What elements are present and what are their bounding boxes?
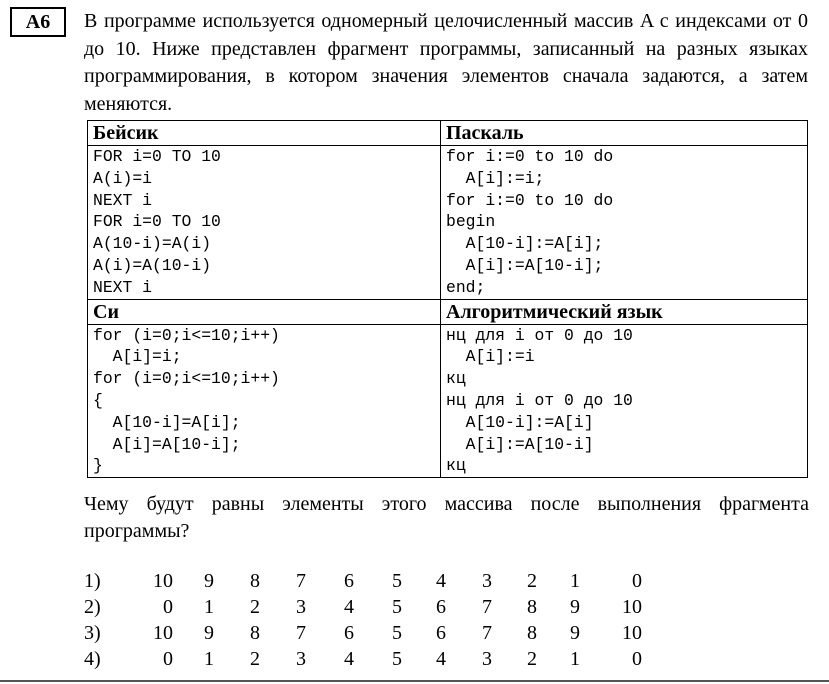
answer-value: 3: [482, 570, 492, 592]
algo-header: Алгоритмический язык: [441, 299, 808, 324]
task-intro-text: В программе используется одномерный целочисленный массив A с индексами от 0 до 10. Ниже представлен фрагмент программы, записанный на разных языках программирования, в котором значения элементов сначала задаются, а затем меняются.: [84, 10, 808, 115]
answer-value: 8: [250, 622, 260, 644]
answer-number: 1): [84, 570, 101, 592]
answer-value: 2: [527, 570, 537, 592]
answer-value: 5: [392, 570, 402, 592]
answer-value: 2: [250, 596, 260, 618]
answer-value: 10: [153, 622, 173, 644]
code-line: A[10-i]:=A[i]: [446, 412, 594, 432]
answer-value: 1: [570, 648, 580, 670]
answer-value: 5: [392, 622, 402, 644]
algo-code: [441, 324, 808, 478]
answer-option-2: [84, 594, 684, 620]
pascal-code: [441, 146, 808, 300]
answer-value: 8: [527, 622, 537, 644]
answer-value: 4: [436, 570, 446, 592]
code-line: FOR i=0 TO 10: [93, 212, 221, 232]
answer-number: 4): [84, 648, 101, 670]
answer-value: 5: [392, 648, 402, 670]
code-line: A[i]:=i: [446, 347, 535, 367]
answer-value: 9: [570, 622, 580, 644]
code-line: A[i]=i;: [93, 347, 182, 367]
answer-value: 8: [527, 596, 537, 618]
code-table: [87, 120, 808, 478]
pascal-header: Паскаль: [441, 121, 808, 146]
answer-value: 6: [344, 622, 354, 644]
code-line: {: [93, 390, 103, 410]
code-line: A(10-i)=A(i): [93, 234, 212, 254]
code-line: кц: [446, 369, 466, 389]
answer-value: 9: [204, 570, 214, 592]
answer-value: 6: [344, 570, 354, 592]
answer-options: [84, 568, 684, 672]
answer-value: 10: [153, 570, 173, 592]
answer-value: 1: [204, 596, 214, 618]
answer-value: 6: [436, 622, 446, 644]
c-code: [88, 324, 441, 478]
answer-number: 3): [84, 622, 101, 644]
answer-value: 0: [163, 596, 173, 618]
code-line: A(i)=A(10-i): [93, 255, 212, 275]
code-line: A[i]=A[10-i];: [93, 434, 241, 454]
code-line: for (i=0;i<=10;i++): [93, 369, 280, 389]
code-line: for i:=0 to 10 do: [446, 190, 614, 210]
answer-value: 6: [436, 596, 446, 618]
task-number-label: А6: [10, 7, 66, 37]
answer-value: 1: [204, 648, 214, 670]
answer-value: 7: [482, 596, 492, 618]
page-bottom-divider: [0, 680, 829, 682]
basic-header: Бейсик: [88, 121, 441, 146]
answer-value: 4: [344, 648, 354, 670]
question-text: Чему будут равны элементы этого массива после выполнения фрагмента программы?: [84, 493, 809, 542]
answer-value: 9: [570, 596, 580, 618]
code-line: end;: [446, 277, 486, 297]
code-line: A[i]:=A[10-i];: [446, 255, 604, 275]
answer-value: 9: [204, 622, 214, 644]
answer-value: 7: [482, 622, 492, 644]
answer-value: 10: [622, 596, 642, 618]
code-line: A[i]:=A[10-i]: [446, 434, 594, 454]
answer-value: 4: [436, 648, 446, 670]
answer-option-3: [84, 620, 684, 646]
code-line: for (i=0;i<=10;i++): [93, 325, 280, 345]
answer-value: 0: [163, 648, 173, 670]
code-line: }: [93, 456, 103, 476]
answer-value: 2: [527, 648, 537, 670]
code-line: for i:=0 to 10 do: [446, 147, 614, 166]
answer-value: 7: [296, 570, 306, 592]
answer-value: 8: [250, 570, 260, 592]
code-line: A[i]:=i;: [446, 168, 545, 188]
answer-number: 2): [84, 596, 101, 618]
answer-value: 0: [632, 570, 642, 592]
code-line: нц для i от 0 до 10: [446, 390, 633, 410]
code-line: нц для i от 0 до 10: [446, 325, 633, 345]
basic-code: [88, 146, 441, 300]
code-line: FOR i=0 TO 10: [93, 147, 221, 166]
c-header: Си: [88, 299, 441, 324]
code-line: A[10-i]=A[i];: [93, 412, 241, 432]
answer-value: 5: [392, 596, 402, 618]
code-line: NEXT i: [93, 277, 153, 297]
answer-value: 3: [296, 596, 306, 618]
code-line: A(i)=i: [93, 168, 153, 188]
answer-option-4: [84, 646, 684, 672]
answer-value: 3: [482, 648, 492, 670]
answer-value: 7: [296, 622, 306, 644]
code-line: NEXT i: [93, 190, 153, 210]
answer-value: 3: [296, 648, 306, 670]
code-line: A[10-i]:=A[i];: [446, 234, 604, 254]
answer-value: 10: [622, 622, 642, 644]
code-line: кц: [446, 456, 466, 476]
answer-value: 1: [570, 570, 580, 592]
answer-value: 0: [632, 648, 642, 670]
code-line: begin: [446, 212, 496, 232]
answer-value: 4: [344, 596, 354, 618]
answer-value: 2: [250, 648, 260, 670]
answer-option-1: [84, 568, 684, 594]
